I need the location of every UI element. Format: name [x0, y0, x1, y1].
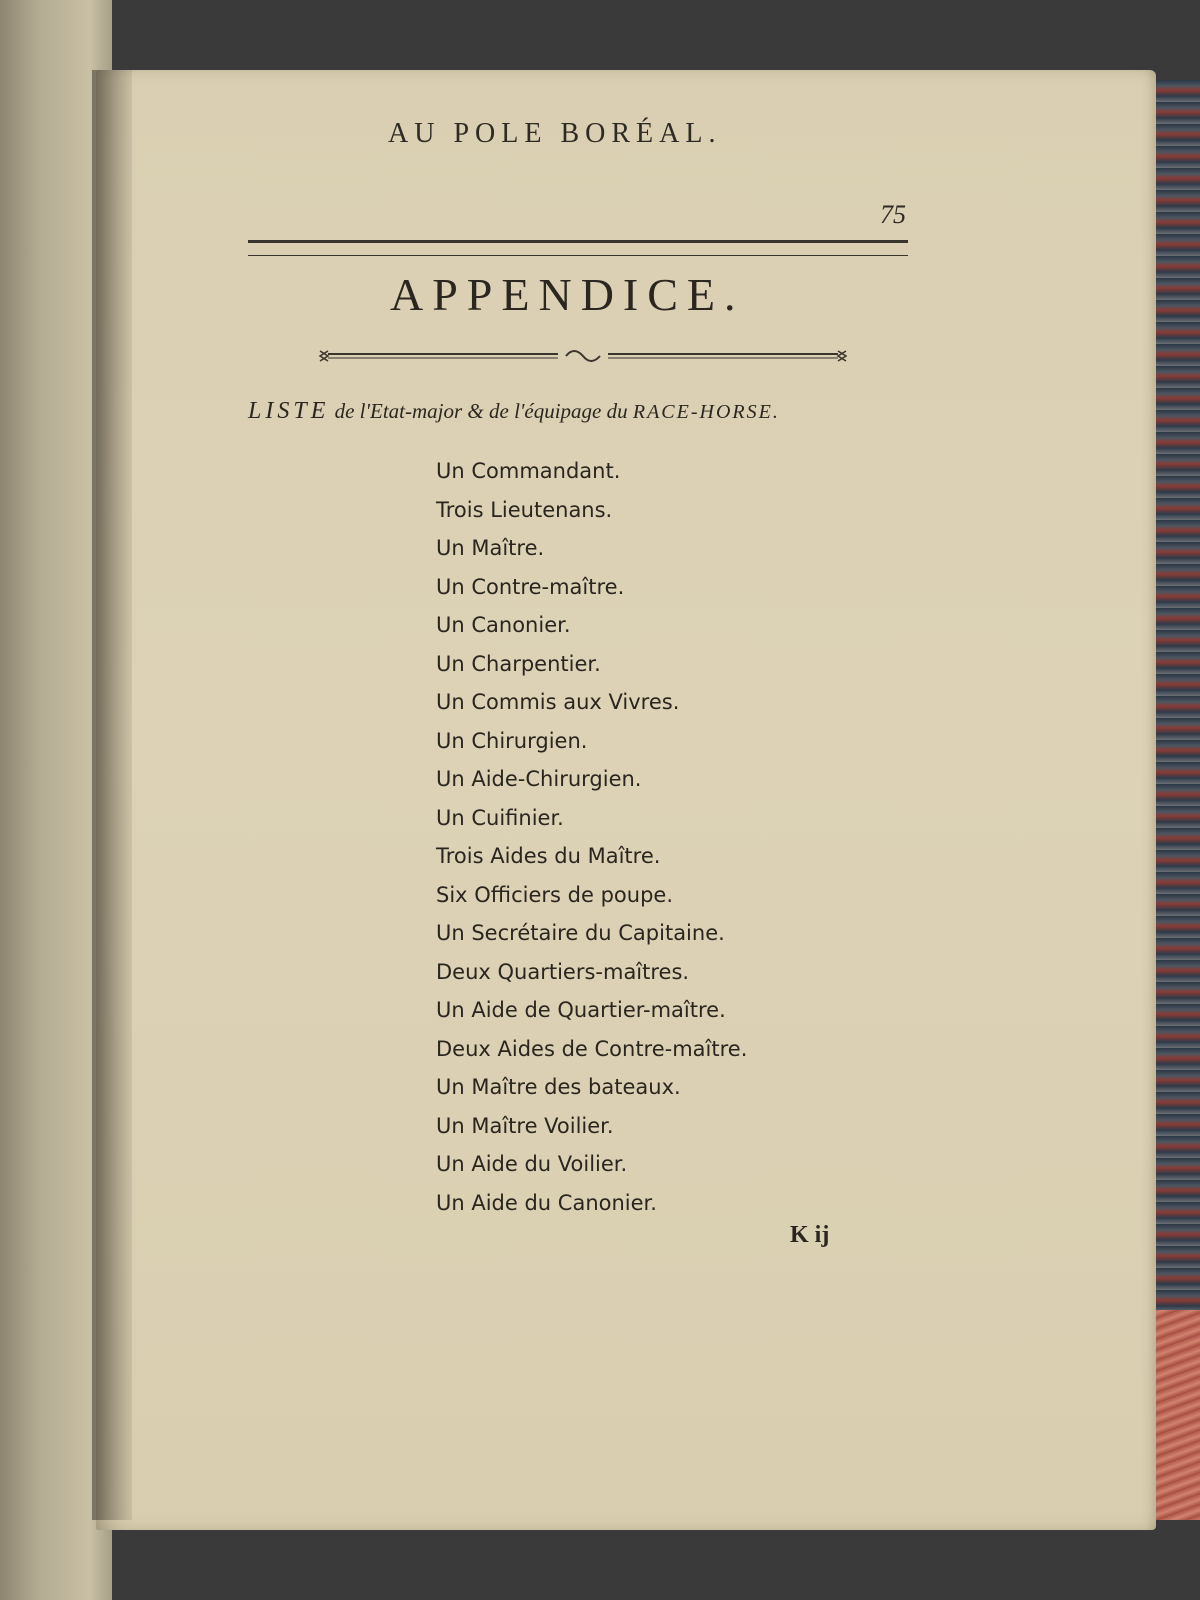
list-item: Un Commandant.: [436, 459, 621, 483]
book-cover-edge: [1150, 80, 1200, 1520]
list-item: Un Charpentier.: [436, 651, 601, 676]
running-head: AU POLE BORÉAL.: [388, 118, 722, 149]
list-item: Un Cuifinier.: [436, 805, 564, 830]
list-item: Un Contre-maître.: [436, 574, 625, 599]
list-item: Deux Quartiers-maîtres.: [436, 959, 690, 984]
list-item: Un Canonier.: [436, 613, 571, 637]
header-rule: [248, 240, 908, 256]
list-item: Un Aide de Quartier-maître.: [436, 998, 726, 1022]
list-heading-text: de l'Etat-major & de l'équipage du: [329, 399, 633, 423]
list-item: Un Maître Voilier.: [436, 1113, 614, 1138]
page-title: APPENDICE.: [390, 269, 745, 320]
list-item: Deux Aides de Contre-maître.: [436, 1036, 748, 1061]
signature-mark: K ij: [790, 1222, 830, 1248]
page-number: 75: [880, 200, 906, 229]
ship-name: RACE-HORSE.: [632, 401, 780, 423]
list-heading: [248, 398, 928, 425]
list-item: Un Maître des bateaux.: [436, 1075, 681, 1099]
list-item: Trois Aides du Maître.: [436, 844, 661, 868]
list-item: Un Aide du Voilier.: [436, 1152, 628, 1176]
list-item: Un Aide du Canonier.: [436, 1190, 657, 1215]
list-item: Six Officiers de poupe.: [436, 882, 673, 907]
list-item: Un Chirurgien.: [436, 728, 588, 753]
list-item: Un Maître.: [436, 536, 545, 560]
page-gutter-shadow: [92, 70, 132, 1520]
list-item: Un Secrétaire du Capitaine.: [436, 921, 725, 945]
list-heading-lead: LISTE: [248, 398, 330, 424]
ornament-rule: [318, 346, 848, 366]
list-item: Trois Lieutenans.: [436, 497, 613, 522]
crew-list: [436, 452, 747, 1222]
list-item: Un Aide-Chirurgien.: [436, 767, 642, 791]
list-item: Un Commis aux Vivres.: [436, 690, 680, 714]
